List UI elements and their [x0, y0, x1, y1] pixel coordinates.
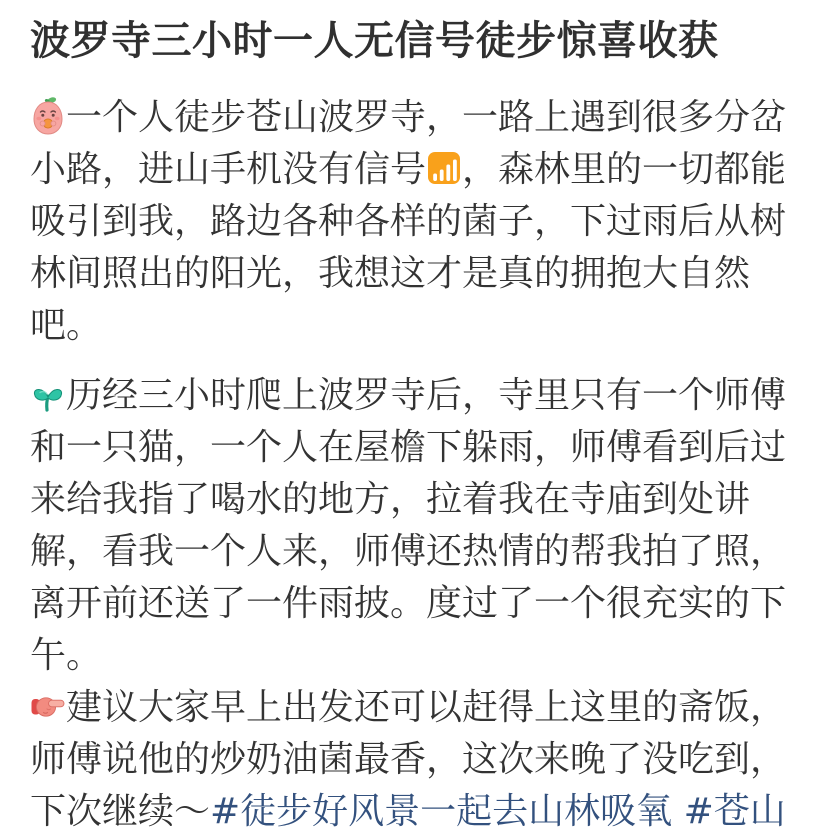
signal-bars-icon	[427, 150, 461, 186]
sprout-icon	[31, 376, 65, 412]
peach-character-icon	[31, 96, 65, 136]
paragraph-text: 历经三小时爬上波罗寺后，寺里只有一个师傅和一只猫，一个人在屋檐下躲雨，师傅看到后过来给我指了喝水的地方，拉着我在寺庙到处讲解，看我一个人来，师傅还热情的帮我拍了照，离开前还送了一件雨披。度过了一个很充实的下午。	[30, 375, 787, 676]
pointing-right-icon	[31, 688, 65, 724]
hashtag-link[interactable]: #徒步好风景一起去山林吸氧	[210, 791, 673, 832]
post-body	[30, 92, 787, 838]
post-title: 波罗寺三小时一人无信号徒步惊喜收获	[30, 18, 719, 64]
paragraph-1	[30, 92, 787, 352]
paragraph-text: ，森林里的一切都能吸引到我，路边各种各样的菌子，下过雨后从树林间照出的阳光，我想这才是真的拥抱大自然吧。	[30, 149, 787, 346]
paragraph-text	[672, 791, 683, 832]
paragraph-text: 建议大家早上出发还可以赶得上这里的斋饭，师傅说他的炒奶油菌最香，这次来晚了没吃到，下次继续～	[30, 687, 787, 832]
paragraph-3	[30, 682, 787, 838]
paragraph-text: 一个人徒步苍山波罗寺，一路上遇到很多分岔小路，进山手机没有信号	[30, 97, 787, 190]
paragraph-2	[30, 370, 787, 682]
hashtag-link[interactable]: #苍山	[683, 791, 786, 832]
